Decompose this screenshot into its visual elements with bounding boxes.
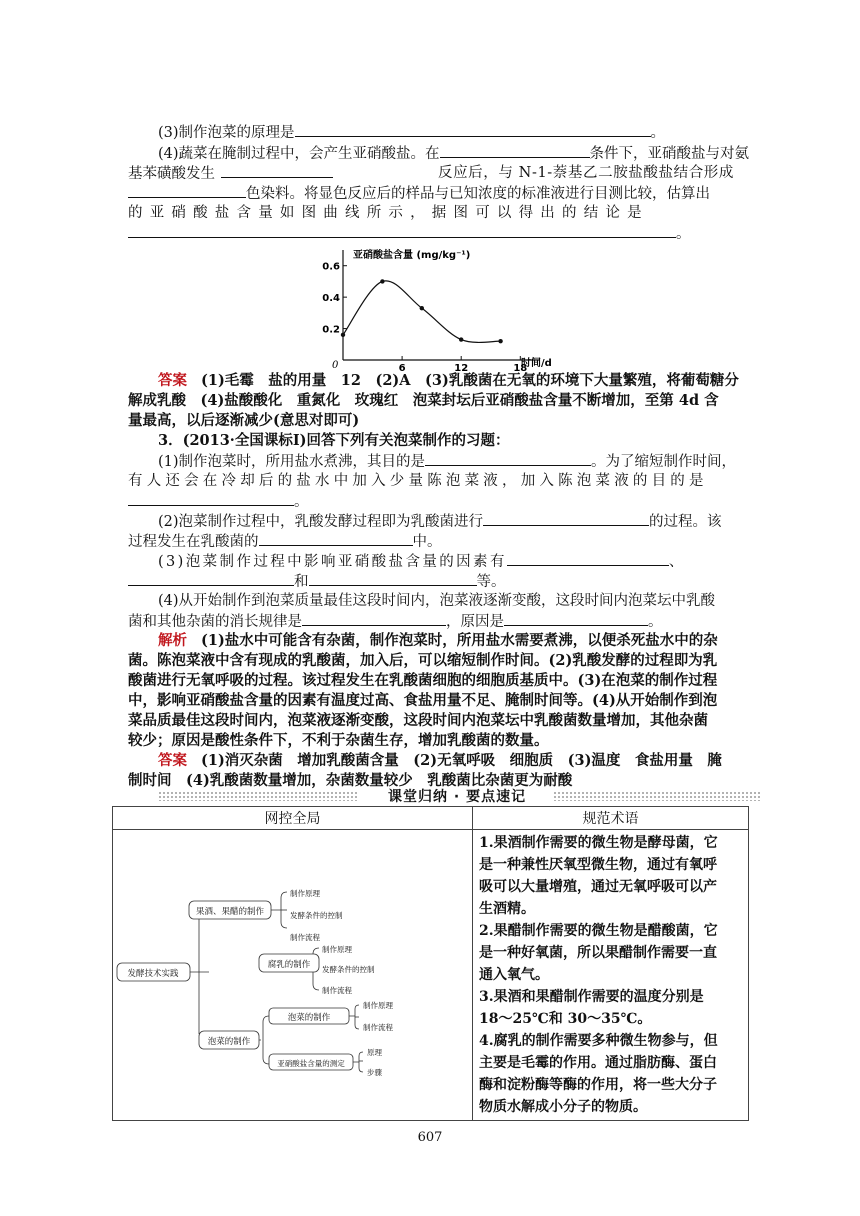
leaf-label: 原理: [367, 1048, 382, 1057]
answer-text: (1)毛霉 盐的用量 12 (2)A (3)乳酸菌在无氧的环境下大量繁殖，将葡萄糖分: [201, 372, 739, 389]
analysis-text: 菜品质最佳这段时间内，泡菜液逐渐变酸，这段时间内泡菜坛中乳酸菌数量增加，其他杂菌: [128, 712, 708, 729]
analysis-text: 菌。陈泡菜液中含有现成的乳酸菌，加入后，可以缩短制作时间。(2)乳酸发酵的过程即为乳: [128, 652, 718, 669]
mindmap-cell: [113, 830, 473, 1121]
origin-label: 0: [332, 360, 339, 371]
answer-blank: [221, 163, 333, 178]
question-text: (2)泡菜制作过程中，乳酸发酵过程即为乳酸菌进行: [158, 514, 484, 530]
chart-points: [341, 279, 503, 343]
question-title: 3．(2013·全国课标Ⅰ)回答下列有关泡菜制作的习题：: [158, 432, 510, 449]
data-point: [380, 279, 384, 283]
x-axis-label: 时间/d: [521, 358, 552, 369]
question-text: (4)从开始制作到泡菜质量最佳这段时间内，泡菜液逐渐变酸，这段时间内泡菜坛中乳酸: [158, 593, 716, 609]
period: 。: [294, 494, 309, 510]
y-tick-label: 0.6: [322, 261, 340, 273]
q3-part1-line1: [158, 451, 736, 472]
analysis-line-1: [158, 631, 718, 651]
question-text: 菌和其他杂菌的消长规律是: [128, 614, 302, 630]
answer-blank: [507, 551, 669, 566]
question-text: 和: [294, 574, 309, 590]
leaf-label: 制作原理: [290, 889, 320, 898]
q3-part2-line2: [128, 531, 442, 552]
analysis-label: 解析: [158, 632, 187, 649]
dotted-decoration: [553, 791, 762, 801]
leaf-label: 制作流程: [322, 986, 352, 995]
q3-part2-line1: [158, 511, 722, 532]
term-line: 是一种兼性厌氧型微生物，通过有氧呼: [479, 857, 717, 873]
term-line: 1.果酒制作需要的微生物是酵母菌，它: [479, 835, 718, 851]
answer-label: 答案: [158, 752, 187, 769]
q3-part3-line1: [158, 551, 686, 572]
data-point: [341, 333, 345, 337]
analysis-text: 酸菌进行无氧呼吸的过程。该过程发生在乳酸菌细胞的细胞质基质中。(3)在泡菜的制作过程: [128, 672, 718, 689]
question-text: 。为了缩短制作时间，: [591, 454, 737, 470]
question-text: 反应后，与 N-1-萘基乙二胺盐酸盐结合形成: [437, 165, 734, 181]
concept-map: [113, 830, 468, 1100]
answer-label: 答案: [158, 372, 187, 389]
leaf-label: 发酵条件的控制: [290, 911, 343, 920]
branch-label: 腐乳的制作: [267, 960, 311, 970]
question-text: (3)泡菜制作过程中影响亚硝酸盐含量的因素有: [158, 554, 507, 570]
term-line: 18～25℃和 30～35℃。: [479, 1011, 652, 1027]
term-line: 酶和淀粉酶等酶的作用，将一些大分子: [479, 1077, 717, 1093]
answer-blank: [295, 122, 651, 137]
data-point: [420, 306, 424, 310]
term-line: 是一种好氧菌，所以果醋制作需要一直: [479, 945, 717, 961]
analysis-text: 较少；原因是酸性条件下，不利于杂菌生存，增加乳酸菌的数量。: [128, 732, 549, 749]
answer-blank: [128, 571, 294, 586]
chart-axes: [343, 250, 540, 360]
q3-part3-line2: [128, 571, 506, 592]
answer-blank: [483, 511, 649, 526]
nitrite-content-chart: [318, 238, 558, 374]
question-text: 。: [648, 614, 663, 630]
answer-blank: [259, 531, 413, 546]
leaf-label: 制作原理: [363, 1001, 393, 1010]
leaf-label: 步骤: [367, 1068, 382, 1077]
leaf-label: 发酵条件的控制: [322, 965, 375, 974]
sub-branch-label: 泡菜的制作: [287, 1013, 331, 1023]
question-text: ，原因是: [446, 614, 504, 630]
y-axis-label: 亚硝酸盐含量 (mg/kg⁻¹): [353, 250, 471, 261]
root-label: 发酵技术实践: [127, 969, 179, 979]
question-4-line-4: [128, 203, 734, 223]
question-text: [128, 163, 333, 184]
y-tick-label: 0.4: [322, 293, 340, 305]
analysis-text: 中，影响亚硝酸盐含量的因素有温度过高、食盐用量不足、腌制时间等。(4)从开始制作到泡: [128, 692, 718, 709]
leaf-label: 制作流程: [290, 933, 320, 942]
terms-cell: [473, 830, 749, 1121]
answer2-line-1: [158, 751, 722, 771]
answer-text: 解成乳酸 (4)盐酸酸化 重氮化 玫瑰红 泡菜封坛后亚硝酸盐含量不断增加，至第 4d 含: [128, 392, 719, 409]
question-text: 有人还会在冷却后的盐水中加入少量陈泡菜液，加入陈泡菜液的目的是: [128, 473, 708, 489]
column-header-terms: 规范术语: [473, 807, 749, 830]
term-line: 4.腐乳的制作需要多种微生物参与，但: [479, 1033, 718, 1049]
x-tick-label: 18: [513, 363, 528, 374]
question-text: 中。: [412, 534, 442, 550]
term-line: 通入氧气。: [479, 967, 549, 983]
question-text: (3)制作泡菜的原理是: [158, 125, 295, 141]
answer-blank: [504, 611, 648, 626]
summary-table: [112, 806, 749, 1121]
answer-blank: [309, 571, 477, 586]
answer-text: 量最高，以后逐渐减少(意思对即可): [128, 412, 360, 429]
term-line: 2.果醋制作需要的微生物是醋酸菌，它: [479, 923, 718, 939]
question-4-line-3: [128, 183, 710, 204]
term-line: 主要是毛霉的作用。通过脂肪酶、蛋白: [479, 1055, 717, 1071]
branch-label: 泡菜的制作: [207, 1037, 251, 1047]
q3-part1-line3: [128, 491, 309, 512]
term-line: 物质水解成小分子的物质。: [479, 1099, 647, 1115]
answer-blank: [128, 183, 246, 198]
section-header: [158, 788, 762, 804]
question-text: 条件下，亚硝酸盐与对氨: [589, 146, 750, 162]
question-text: 的过程。该: [649, 514, 722, 530]
data-point: [459, 337, 463, 341]
y-tick-label: 0.2: [322, 324, 340, 336]
answer-blank: [440, 143, 590, 158]
text: 基苯磺酸发生: [128, 166, 215, 182]
x-tick-label: 6: [398, 363, 406, 374]
series-line: [343, 281, 501, 343]
answer-text: 制时间 (4)乳酸菌数量增加，杂菌数量较少 乳酸菌比杂菌更为耐酸: [128, 772, 573, 789]
answer-text: (1)消灭杂菌 增加乳酸菌含量 (2)无氧呼吸 细胞质 (3)温度 食盐用量 腌: [201, 752, 722, 769]
branch-label: 果酒、果醋的制作: [195, 907, 265, 917]
question-text: (4)蔬菜在腌制过程中，会产生亚硝酸盐。在: [158, 146, 440, 162]
leaf-label: 制作流程: [363, 1023, 393, 1032]
question-text: 过程发生在乳酸菌的: [128, 534, 259, 550]
leaf-label: 制作原理: [322, 945, 352, 954]
analysis-text: (1)盐水中可能含有杂菌，制作泡菜时，所用盐水需要煮沸，以便杀死盐水中的杂: [201, 632, 718, 649]
column-header-overview: 网控全局: [113, 807, 473, 830]
question-text: 等。: [476, 574, 506, 590]
answer-line-1: [158, 371, 739, 391]
data-point: [498, 339, 502, 343]
question-text: (1)制作泡菜时，所用盐水煮沸，其目的是: [158, 454, 426, 470]
sub-branch-label: 亚硝酸盐含量的测定: [277, 1059, 345, 1068]
page-number: 607: [417, 1130, 443, 1145]
period: 。: [650, 125, 666, 141]
question-4-line-1: [158, 143, 749, 164]
section-title: 课堂归纳 · 要点速记: [388, 789, 527, 805]
answer-blank: [425, 451, 591, 466]
question-text: 的亚硝酸盐含量如图曲线所示，据图可以得出的结论是: [128, 205, 649, 221]
term-line: 吸可以大量增殖，通过无氧呼吸可以产: [479, 879, 717, 895]
x-tick-label: 12: [454, 363, 469, 374]
question-text: 、: [668, 554, 686, 570]
question-3-line: [158, 122, 665, 143]
answer-blank: [302, 611, 446, 626]
period: 。: [676, 226, 691, 242]
q3-part4-line2: [128, 611, 663, 632]
answer-blank: [128, 223, 676, 238]
question-text: 色染料。将显色反应后的样品与已知浓度的标准液进行目测比较，估算出: [246, 186, 710, 202]
term-line: 生酒精。: [479, 901, 535, 917]
term-line: 3.果酒和果醋制作需要的温度分别是: [479, 989, 704, 1005]
answer-blank: [128, 491, 294, 506]
dotted-decoration: [158, 791, 358, 801]
question-4-line-2: [128, 163, 734, 184]
